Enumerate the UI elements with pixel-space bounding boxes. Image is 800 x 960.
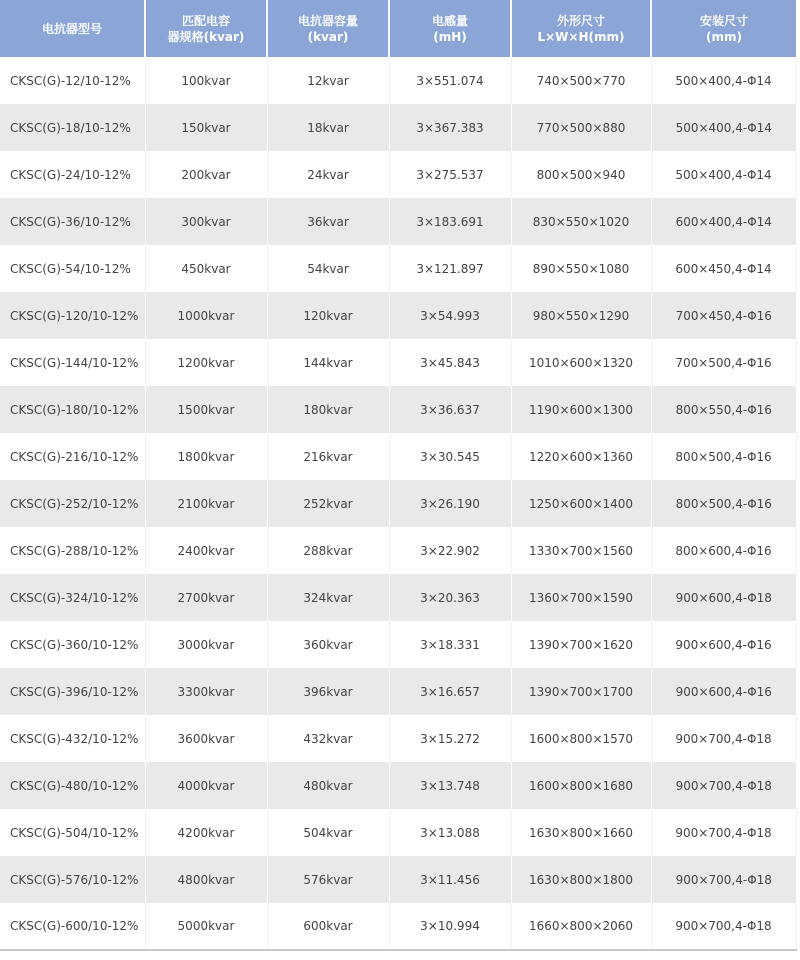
table-body	[0, 57, 796, 950]
cell-mounting: 800×550,4-Φ16	[651, 386, 796, 433]
header-model-label: 电抗器型号	[41, 21, 102, 36]
cell-reactor-capacity: 12kvar	[267, 57, 389, 104]
cell-dimensions: 1190×600×1300	[511, 386, 651, 433]
cell-dimensions: 1660×800×2060	[511, 903, 651, 950]
cell-reactor-capacity: 480kvar	[267, 762, 389, 809]
table-row	[0, 809, 796, 856]
header-reactor-capacity	[267, 0, 389, 57]
cell-inductance: 3×13.748	[389, 762, 511, 809]
cell-capacitor-spec: 1000kvar	[145, 292, 267, 339]
cell-model: CKSC(G)-480/10-12%	[0, 762, 145, 809]
table-row	[0, 245, 796, 292]
cell-reactor-capacity: 180kvar	[267, 386, 389, 433]
cell-mounting: 900×700,4-Φ18	[651, 715, 796, 762]
cell-dimensions: 980×550×1290	[511, 292, 651, 339]
cell-mounting: 900×600,4-Φ16	[651, 668, 796, 715]
cell-inductance: 3×18.331	[389, 621, 511, 668]
cell-dimensions: 1390×700×1700	[511, 668, 651, 715]
cell-capacitor-spec: 5000kvar	[145, 903, 267, 950]
cell-inductance: 3×367.383	[389, 104, 511, 151]
cell-mounting: 900×700,4-Φ18	[651, 903, 796, 950]
cell-capacitor-spec: 2700kvar	[145, 574, 267, 621]
cell-inductance: 3×183.691	[389, 198, 511, 245]
cell-dimensions: 1250×600×1400	[511, 480, 651, 527]
cell-inductance: 3×121.897	[389, 245, 511, 292]
cell-inductance: 3×11.456	[389, 856, 511, 903]
cell-capacitor-spec: 2400kvar	[145, 527, 267, 574]
cell-model: CKSC(G)-24/10-12%	[0, 151, 145, 198]
cell-capacitor-spec: 3000kvar	[145, 621, 267, 668]
header-capacitor-spec-line1: 匹配电容	[181, 13, 230, 28]
cell-model: CKSC(G)-144/10-12%	[0, 339, 145, 386]
cell-inductance: 3×13.088	[389, 809, 511, 856]
cell-mounting: 900×600,4-Φ18	[651, 574, 796, 621]
cell-reactor-capacity: 504kvar	[267, 809, 389, 856]
table-row	[0, 151, 796, 198]
cell-reactor-capacity: 432kvar	[267, 715, 389, 762]
cell-capacitor-spec: 200kvar	[145, 151, 267, 198]
cell-dimensions: 1010×600×1320	[511, 339, 651, 386]
header-mounting	[651, 0, 796, 57]
cell-dimensions: 830×550×1020	[511, 198, 651, 245]
cell-reactor-capacity: 576kvar	[267, 856, 389, 903]
cell-reactor-capacity: 120kvar	[267, 292, 389, 339]
cell-inductance: 3×36.637	[389, 386, 511, 433]
table-row	[0, 433, 796, 480]
cell-model: CKSC(G)-120/10-12%	[0, 292, 145, 339]
cell-model: CKSC(G)-54/10-12%	[0, 245, 145, 292]
cell-model: CKSC(G)-432/10-12%	[0, 715, 145, 762]
cell-mounting: 800×500,4-Φ16	[651, 480, 796, 527]
table-row	[0, 292, 796, 339]
cell-reactor-capacity: 288kvar	[267, 527, 389, 574]
cell-mounting: 800×500,4-Φ16	[651, 433, 796, 480]
header-dimensions	[511, 0, 651, 57]
cell-inductance: 3×30.545	[389, 433, 511, 480]
cell-model: CKSC(G)-600/10-12%	[0, 903, 145, 950]
cell-mounting: 700×500,4-Φ16	[651, 339, 796, 386]
cell-dimensions: 1220×600×1360	[511, 433, 651, 480]
cell-capacitor-spec: 4800kvar	[145, 856, 267, 903]
cell-inductance: 3×10.994	[389, 903, 511, 950]
cell-model: CKSC(G)-360/10-12%	[0, 621, 145, 668]
cell-inductance: 3×275.537	[389, 151, 511, 198]
cell-model: CKSC(G)-216/10-12%	[0, 433, 145, 480]
cell-reactor-capacity: 144kvar	[267, 339, 389, 386]
table-row	[0, 339, 796, 386]
cell-dimensions: 1630×800×1800	[511, 856, 651, 903]
header-capacitor-spec-line2: 器规格(kvar)	[167, 29, 245, 44]
cell-model: CKSC(G)-18/10-12%	[0, 104, 145, 151]
cell-mounting: 500×400,4-Φ14	[651, 151, 796, 198]
table-row	[0, 527, 796, 574]
header-capacitor-spec	[145, 0, 267, 57]
cell-inductance: 3×26.190	[389, 480, 511, 527]
cell-mounting: 900×600,4-Φ16	[651, 621, 796, 668]
cell-capacitor-spec: 300kvar	[145, 198, 267, 245]
cell-capacitor-spec: 100kvar	[145, 57, 267, 104]
cell-inductance: 3×20.363	[389, 574, 511, 621]
cell-capacitor-spec: 4000kvar	[145, 762, 267, 809]
header-dimensions-line1: 外形尺寸	[556, 13, 605, 28]
cell-inductance: 3×16.657	[389, 668, 511, 715]
cell-reactor-capacity: 24kvar	[267, 151, 389, 198]
cell-model: CKSC(G)-324/10-12%	[0, 574, 145, 621]
table-row	[0, 621, 796, 668]
cell-capacitor-spec: 2100kvar	[145, 480, 267, 527]
cell-reactor-capacity: 324kvar	[267, 574, 389, 621]
cell-capacitor-spec: 4200kvar	[145, 809, 267, 856]
table-row	[0, 480, 796, 527]
header-inductance-line2: (mH)	[433, 29, 467, 44]
cell-model: CKSC(G)-180/10-12%	[0, 386, 145, 433]
cell-reactor-capacity: 216kvar	[267, 433, 389, 480]
cell-capacitor-spec: 1800kvar	[145, 433, 267, 480]
cell-reactor-capacity: 36kvar	[267, 198, 389, 245]
table-row	[0, 668, 796, 715]
table-row	[0, 386, 796, 433]
cell-inductance: 3×45.843	[389, 339, 511, 386]
header-reactor-capacity-line2: (kvar)	[307, 29, 349, 44]
header-row	[0, 0, 796, 57]
cell-dimensions: 1330×700×1560	[511, 527, 651, 574]
cell-model: CKSC(G)-12/10-12%	[0, 57, 145, 104]
cell-inductance: 3×54.993	[389, 292, 511, 339]
cell-dimensions: 1630×800×1660	[511, 809, 651, 856]
header-dimensions-line2: L×W×H(mm)	[537, 29, 625, 44]
header-mounting-line1: 安装尺寸	[699, 13, 748, 28]
cell-model: CKSC(G)-504/10-12%	[0, 809, 145, 856]
cell-mounting: 500×400,4-Φ14	[651, 104, 796, 151]
table-row	[0, 574, 796, 621]
cell-dimensions: 1390×700×1620	[511, 621, 651, 668]
header-reactor-capacity-line1: 电抗器容量	[297, 13, 358, 28]
cell-mounting: 900×700,4-Φ18	[651, 856, 796, 903]
cell-capacitor-spec: 450kvar	[145, 245, 267, 292]
header-inductance	[389, 0, 511, 57]
table-header	[0, 0, 796, 57]
header-inductance-line1: 电感量	[431, 13, 468, 28]
cell-dimensions: 1600×800×1680	[511, 762, 651, 809]
cell-inductance: 3×22.902	[389, 527, 511, 574]
table-row	[0, 903, 796, 950]
cell-dimensions: 1360×700×1590	[511, 574, 651, 621]
table-row	[0, 198, 796, 245]
cell-dimensions: 1600×800×1570	[511, 715, 651, 762]
cell-model: CKSC(G)-288/10-12%	[0, 527, 145, 574]
cell-capacitor-spec: 3300kvar	[145, 668, 267, 715]
header-mounting-line2: (mm)	[706, 29, 742, 44]
cell-mounting: 600×450,4-Φ14	[651, 245, 796, 292]
cell-reactor-capacity: 18kvar	[267, 104, 389, 151]
cell-model: CKSC(G)-396/10-12%	[0, 668, 145, 715]
table-row	[0, 856, 796, 903]
table-row	[0, 762, 796, 809]
cell-mounting: 500×400,4-Φ14	[651, 57, 796, 104]
header-model	[0, 0, 145, 57]
cell-capacitor-spec: 1500kvar	[145, 386, 267, 433]
cell-model: CKSC(G)-576/10-12%	[0, 856, 145, 903]
cell-reactor-capacity: 252kvar	[267, 480, 389, 527]
cell-reactor-capacity: 396kvar	[267, 668, 389, 715]
cell-dimensions: 740×500×770	[511, 57, 651, 104]
table-row	[0, 104, 796, 151]
cell-inductance: 3×15.272	[389, 715, 511, 762]
table-row	[0, 57, 796, 104]
cell-reactor-capacity: 600kvar	[267, 903, 389, 950]
cell-dimensions: 800×500×940	[511, 151, 651, 198]
cell-reactor-capacity: 54kvar	[267, 245, 389, 292]
cell-mounting: 600×400,4-Φ14	[651, 198, 796, 245]
cell-mounting: 800×600,4-Φ16	[651, 527, 796, 574]
cell-mounting: 900×700,4-Φ18	[651, 762, 796, 809]
cell-inductance: 3×551.074	[389, 57, 511, 104]
table-row	[0, 715, 796, 762]
cell-capacitor-spec: 150kvar	[145, 104, 267, 151]
cell-capacitor-spec: 1200kvar	[145, 339, 267, 386]
cell-dimensions: 890×550×1080	[511, 245, 651, 292]
cell-reactor-capacity: 360kvar	[267, 621, 389, 668]
cell-model: CKSC(G)-36/10-12%	[0, 198, 145, 245]
cell-mounting: 700×450,4-Φ16	[651, 292, 796, 339]
cell-model: CKSC(G)-252/10-12%	[0, 480, 145, 527]
cell-capacitor-spec: 3600kvar	[145, 715, 267, 762]
cell-dimensions: 770×500×880	[511, 104, 651, 151]
cell-mounting: 900×700,4-Φ18	[651, 809, 796, 856]
